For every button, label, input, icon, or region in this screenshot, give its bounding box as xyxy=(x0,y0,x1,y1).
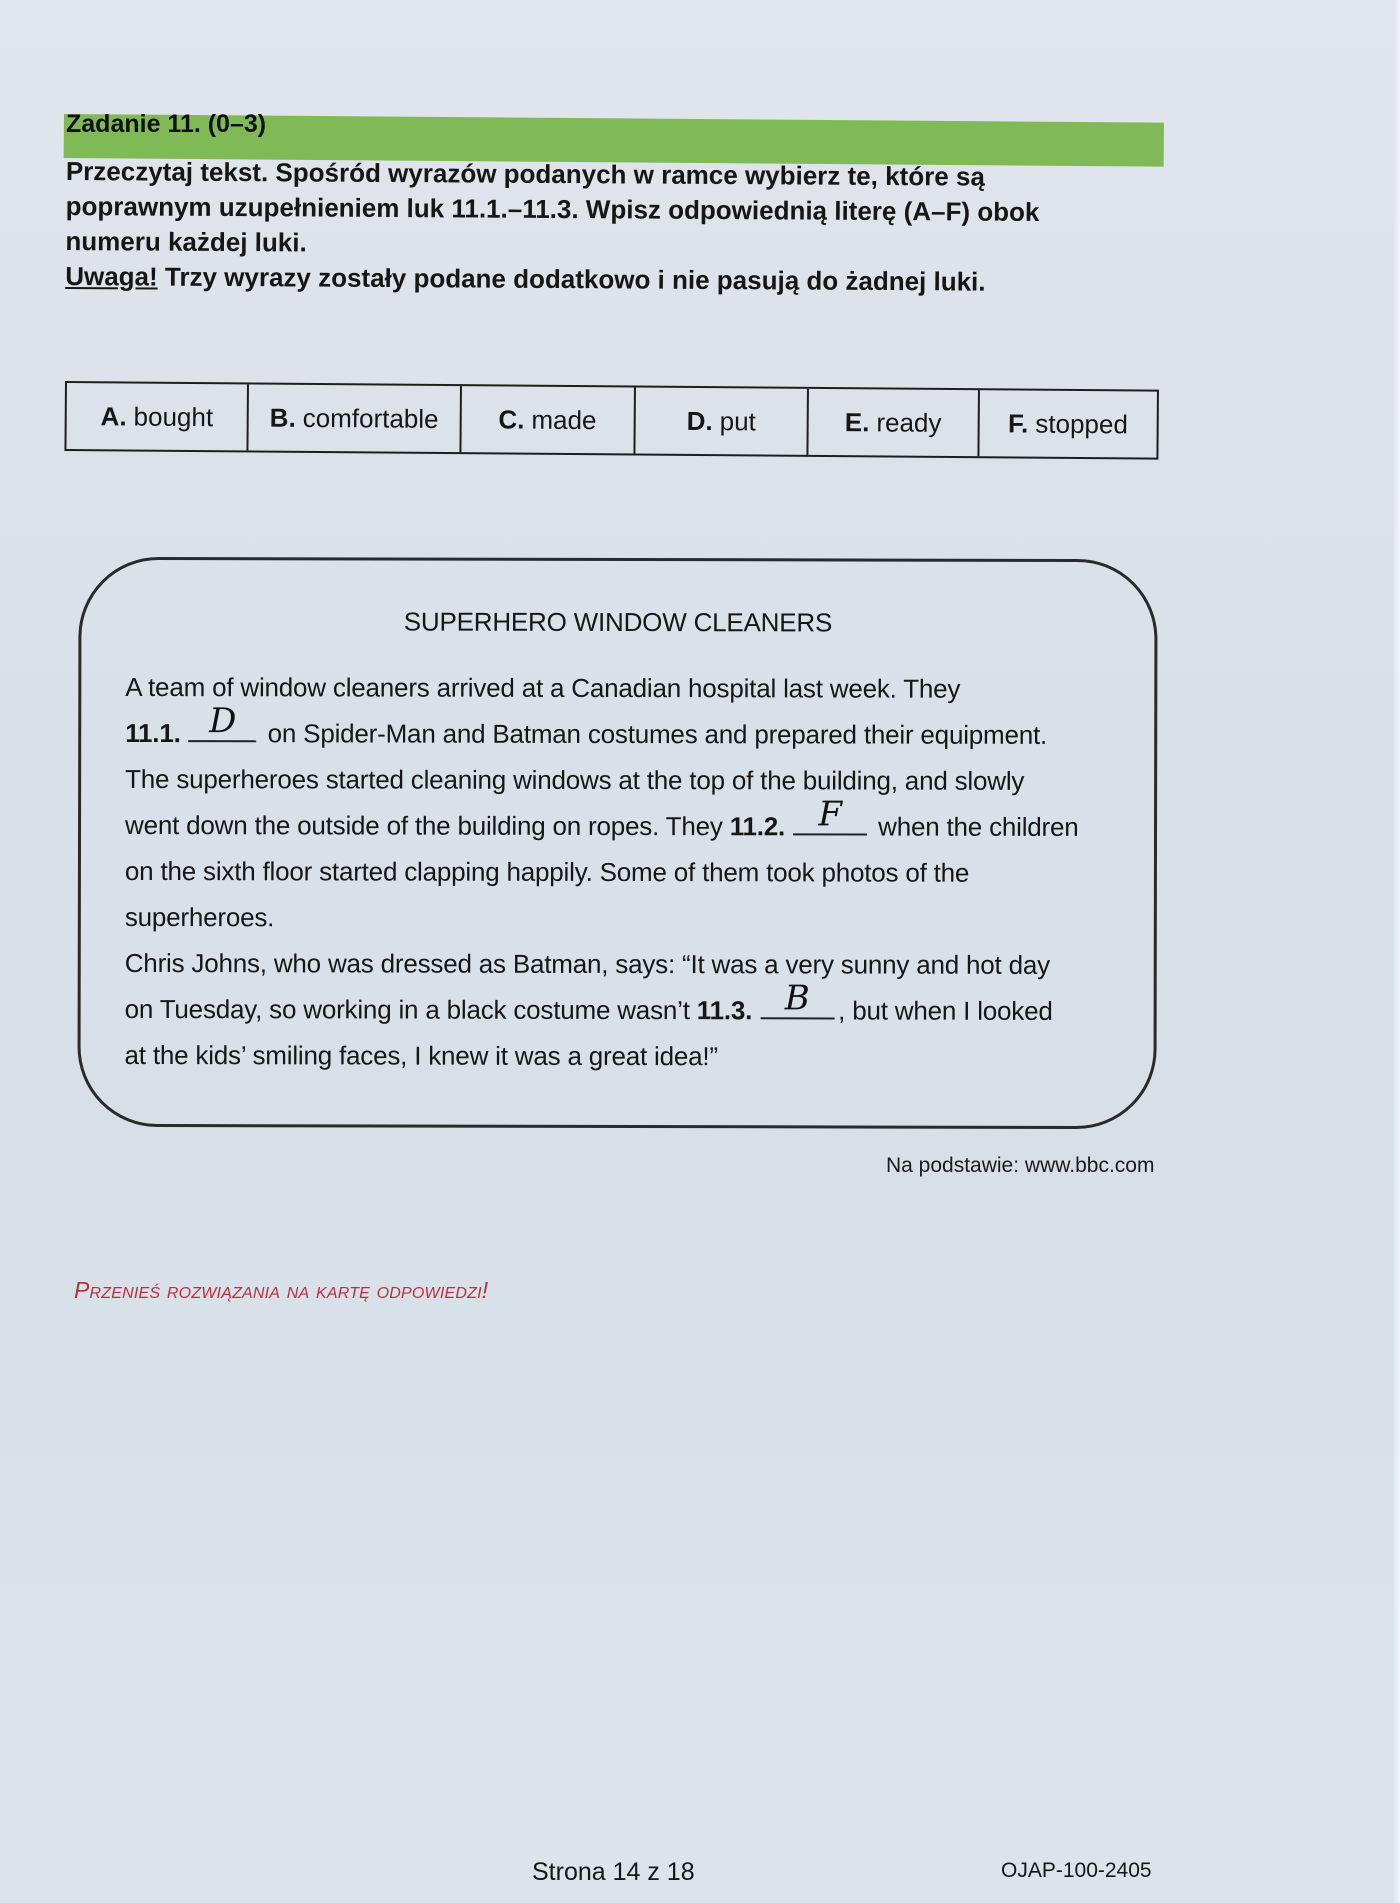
story-line: A team of window cleaners arrived at a Canadian hospital last week. They xyxy=(125,671,961,704)
page-number: Strona 14 z 18 xyxy=(532,1858,695,1886)
note-label: Uwaga! xyxy=(65,260,158,292)
word-option-e xyxy=(809,389,980,456)
instruction-note xyxy=(65,259,1105,300)
instruction-line: Przeczytaj tekst. Spośród wyrazów podanych w ramce wybierz te, które są xyxy=(65,155,985,192)
gap-number: 11.3. xyxy=(696,995,753,1026)
word-option-b xyxy=(249,384,462,452)
story-line xyxy=(125,701,1135,758)
option-word: made xyxy=(531,404,597,435)
story-line: at the kids’ smiling faces, I knew it was a great idea!” xyxy=(124,1039,718,1072)
gap-11-3[interactable] xyxy=(760,978,834,1019)
option-word: comfortable xyxy=(302,402,439,434)
story-text-fragment: , but when I looked xyxy=(838,995,1053,1026)
story-text-fragment: on Spider-Man and Batman costumes and prepared their equipment. xyxy=(260,718,1048,750)
word-option-d xyxy=(635,387,809,454)
story-text-fragment: when the children xyxy=(871,811,1079,842)
story-line: superheroes. xyxy=(124,901,275,933)
word-box xyxy=(64,381,1159,460)
source-note: Na podstawie: www.bbc.com xyxy=(886,1154,1155,1177)
task-instruction xyxy=(65,154,1106,300)
story-text xyxy=(125,664,1136,1080)
story-text-fragment: on Tuesday, so working in a black costume wasn’t xyxy=(124,993,697,1026)
instruction-line: poprawnym uzupełnieniem luk 11.1.–11.3. Wpisz odpowiednią literę (A–F) obok xyxy=(65,190,1040,227)
gap-answer: F xyxy=(818,794,842,835)
story-line: The superheroes started cleaning windows at the top of the building, and slowly xyxy=(125,763,1025,796)
story-line xyxy=(124,978,1135,1034)
option-letter: C. xyxy=(498,403,525,435)
option-letter: E. xyxy=(844,406,870,437)
task-title: Zadanie 11. (0–3) xyxy=(66,110,267,138)
note-text: Trzy wyrazy zostały podane dodatkowo i nie pasują do żadnej luki. xyxy=(157,261,986,297)
story-text-fragment: went down the outside of the building on ropes. They xyxy=(125,809,730,842)
gap-11-1[interactable] xyxy=(189,701,257,742)
option-letter: B. xyxy=(269,402,296,433)
option-letter: D. xyxy=(686,405,713,436)
option-letter: F. xyxy=(1008,407,1029,439)
gap-number: 11.1. xyxy=(125,717,181,749)
story-line xyxy=(125,794,1135,850)
gap-number: 11.2. xyxy=(729,811,786,842)
word-option-f xyxy=(979,390,1157,457)
story-line: Chris Johns, who was dressed as Batman, says: “It was a very sunny and hot day xyxy=(124,947,1050,980)
transfer-answers-note: Przenieś rozwiązania na kartę odpowiedzi! xyxy=(74,1277,489,1303)
gap-11-2[interactable] xyxy=(793,794,867,835)
story-line: on the sixth floor started clapping happily. Some of them took photos of the xyxy=(124,855,970,888)
option-word: bought xyxy=(133,401,214,432)
option-word: stopped xyxy=(1035,408,1129,439)
option-letter: A. xyxy=(100,400,127,431)
story-frame xyxy=(77,557,1157,1129)
gap-answer: D xyxy=(209,701,237,742)
gap-answer: B xyxy=(784,978,810,1019)
word-option-a xyxy=(66,383,249,450)
option-word: put xyxy=(719,405,756,436)
story-title: SUPERHERO WINDOW CLEANERS xyxy=(403,606,833,638)
page-edge xyxy=(1394,0,1400,1903)
option-word: ready xyxy=(876,406,942,438)
word-option-c xyxy=(461,386,636,453)
instruction-line: numeru każdej luki. xyxy=(65,225,307,258)
exam-code: OJAP-100-2405 xyxy=(1001,1859,1152,1882)
